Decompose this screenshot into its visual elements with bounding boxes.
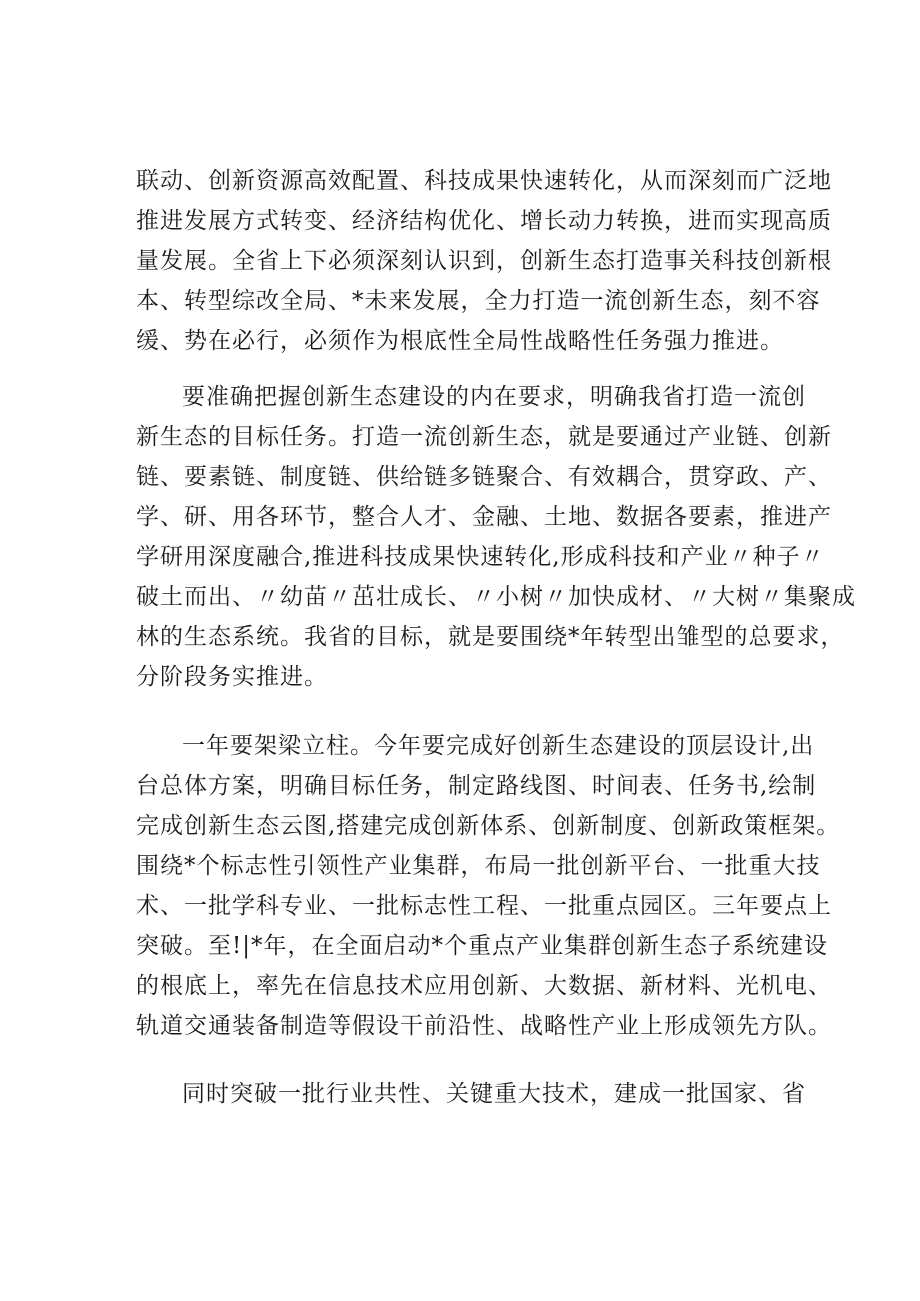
paragraph-3-line-1: 一年要架梁立柱。今年要完成好创新生态建设的顶层设计,出 — [182, 733, 815, 759]
paragraph-1-line-1: 联动、创新资源高效配置、科技成果快速转化，从而深刻而广泛地 — [136, 168, 832, 194]
paragraph-2-line-7: 林的生态系统。我省的目标，就是要围绕*年转型出雏型的总要求， — [136, 624, 845, 650]
paragraph-3-line-7: 的根底上，率先在信息技术应用创新、大数据、新材料、光机电、 — [136, 973, 832, 999]
paragraph-2-line-1: 要准确把握创新生态建设的内在要求，明确我省打造一流创 — [182, 384, 806, 410]
paragraph-1-line-3: 量发展。全省上下必须深刻认识到，创新生态打造事关科技创新根 — [136, 248, 832, 274]
paragraph-4-line-1: 同时突破一批行业共性、关键重大技术，建成一批国家、省 — [182, 1081, 806, 1107]
paragraph-3-line-5: 术、一批学科专业、一批标志性工程、一批重点园区。三年要点上 — [136, 893, 832, 919]
paragraph-2-line-4: 学、研、用各环节，整合人才、金融、土地、数据各要素，推进产 — [136, 504, 832, 530]
paragraph-1-line-4: 本、转型综改全局、*未来发展，全力打造一流创新生态，刻不容 — [136, 288, 821, 314]
paragraph-2-line-2: 新生态的目标任务。打造一流创新生态，就是要通过产业链、创新 — [136, 424, 832, 450]
paragraph-2-line-8: 分阶段务实推进。 — [136, 664, 328, 690]
paragraph-2-line-6: 破土而出、〃幼苗〃茁壮成长、〃小树〃加快成材、〃大树〃集聚成 — [136, 584, 856, 610]
paragraph-1-line-2: 推进发展方式转变、经济结构优化、增长动力转换，进而实现高质 — [136, 208, 832, 234]
paragraph-3-line-6: 突破。至!|*年，在全面启动*个重点产业集群创新生态子系统建设 — [136, 933, 828, 959]
paragraph-3-line-2: 台总体方案，明确目标任务，制定路线图、时间表、任务书,绘制 — [136, 773, 817, 799]
paragraph-3-line-3: 完成创新生态云图,搭建完成创新体系、创新制度、创新政策框架。 — [136, 813, 841, 839]
paragraph-1-line-5: 缓、势在必行，必须作为根底性全局性战略性任务强力推进。 — [136, 328, 784, 354]
paragraph-2-line-3: 链、要素链、制度链、供给链多链聚合、有效耦合，贯穿政、产、 — [136, 464, 832, 490]
paragraph-2-line-5: 学研用深度融合,推进科技成果快速转化,形成科技和产业〃种子〃 — [136, 544, 825, 570]
paragraph-3-line-8: 轨道交通装备制造等假设干前沿性、战略性产业上形成领先方队。 — [136, 1013, 832, 1039]
paragraph-3-line-4: 围绕*个标志性引领性产业集群，布局一批创新平台、一批重大技 — [136, 853, 821, 879]
